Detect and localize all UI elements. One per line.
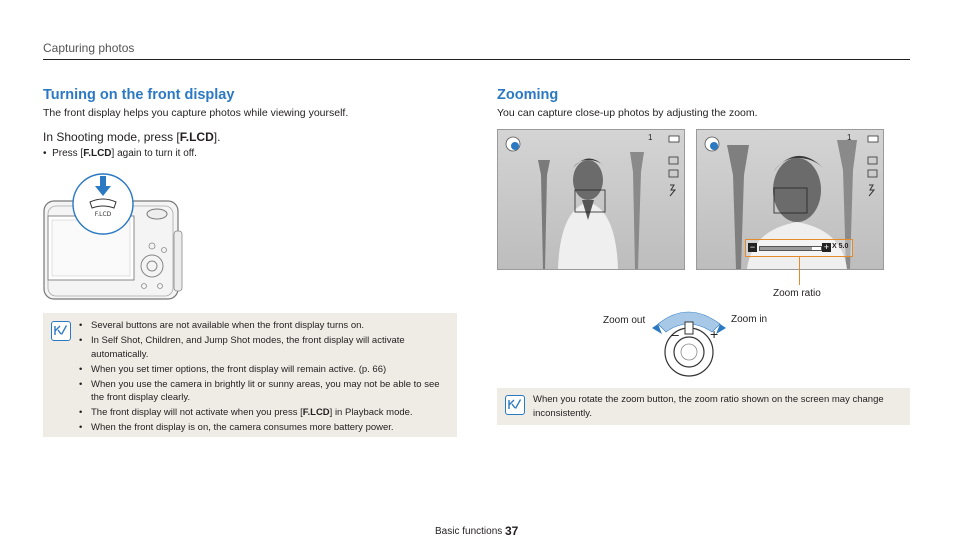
note-box-front-display	[43, 313, 457, 437]
front-display-bullet: • Press [F.LCD] again to turn it off.	[43, 148, 197, 159]
note-item: • The front display will not activate when you press [F.LCD] in Playback mode.	[79, 406, 449, 420]
zooming-intro: You can capture close-up photos by adjusting the zoom.	[497, 107, 758, 119]
front-display-step: In Shooting mode, press [F.LCD].	[43, 130, 221, 144]
front-display-intro: The front display helps you capture photos while viewing yourself.	[43, 107, 349, 119]
zoom-in-label: Zoom in	[731, 314, 768, 325]
camera-front-display-illustration	[40, 166, 185, 304]
note-box-zooming	[497, 388, 910, 425]
camera-button-label: F.LCD	[94, 211, 112, 218]
zoom-ratio-callout-line	[799, 257, 800, 285]
zoom-note-text: When you rotate the zoom button, the zoom ratio shown on the screen may change inconsistently.	[533, 394, 884, 419]
camera-screen-zoomed	[696, 129, 884, 270]
note-icon	[505, 395, 525, 415]
page-number: 37	[505, 524, 519, 538]
zoom-minus-sign: –	[671, 326, 679, 342]
note-item: • Several buttons are not available when the front display turns on.	[79, 319, 449, 333]
shot-count: 1	[648, 133, 653, 142]
note-icon	[51, 321, 71, 341]
shot-count: 1	[847, 133, 852, 142]
zoom-ratio-label: Zoom ratio	[773, 288, 821, 299]
zoom-track	[759, 246, 822, 251]
zoom-value: X 5.0	[832, 243, 849, 250]
footer-section: Basic functions	[435, 526, 503, 537]
note-item: • When you set timer options, the front display will remain active. (p. 66)	[79, 363, 449, 377]
note-item: • In Self Shot, Children, and Jump Shot modes, the front display will activate automatically.	[79, 334, 449, 361]
zoom-lever-illustration	[650, 306, 730, 384]
zoom-plus-icon: +	[823, 242, 830, 252]
zoom-minus-icon: −	[749, 242, 756, 252]
note-item: • When you use the camera in brightly lit or sunny areas, you may not be able to see the front display clearly.	[79, 378, 449, 405]
zoom-plus-sign: +	[710, 326, 719, 342]
camera-screen-normal	[497, 129, 685, 270]
section-title-zooming: Zooming	[497, 87, 559, 103]
section-title-front-display: Turning on the front display	[43, 87, 235, 103]
zoom-out-label: Zoom out	[603, 315, 646, 326]
running-header: Capturing photos	[43, 41, 135, 55]
header-rule	[43, 59, 910, 60]
note-item: • When the front display is on, the camera consumes more battery power.	[79, 421, 449, 435]
zoom-bar-highlight	[745, 239, 853, 257]
